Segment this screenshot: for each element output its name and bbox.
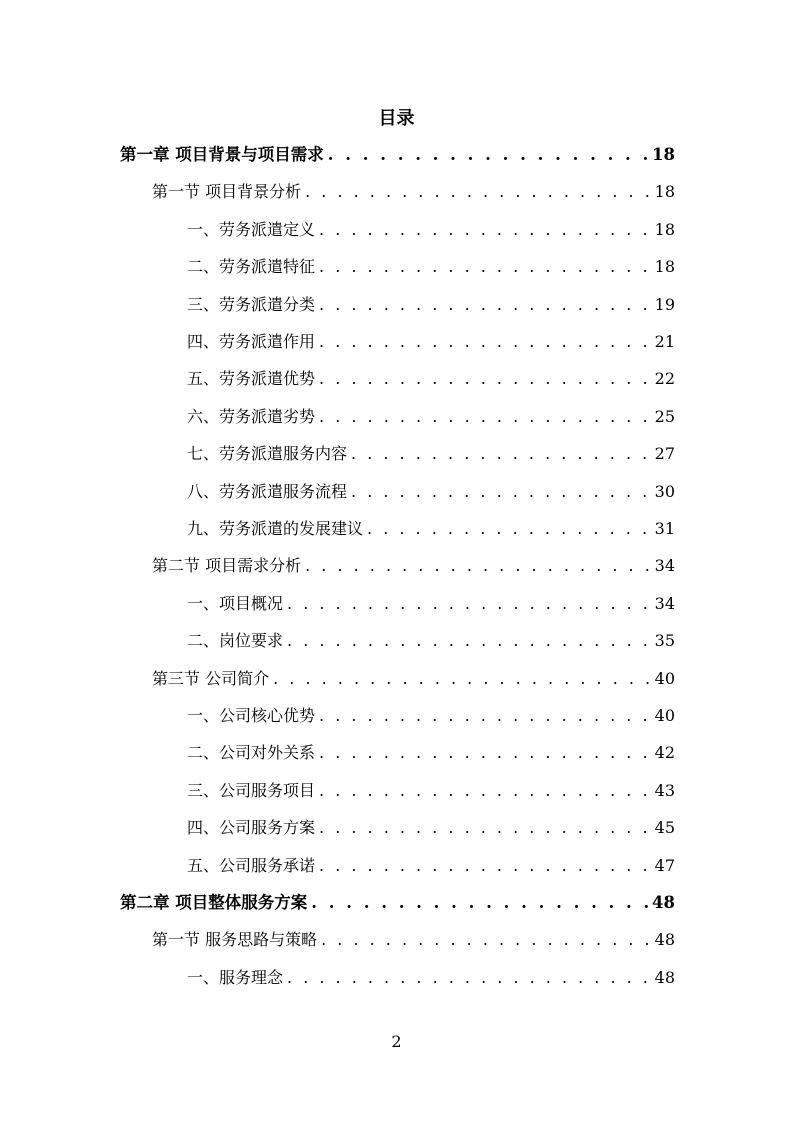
toc-entry[interactable] bbox=[152, 551, 675, 581]
toc-dot-leader bbox=[321, 925, 649, 955]
toc-entry-page-number: 25 bbox=[654, 406, 675, 426]
toc-entry-page-number: 34 bbox=[654, 593, 675, 613]
toc-entry-page-number: 47 bbox=[654, 855, 675, 875]
toc-entry-page-number: 42 bbox=[654, 743, 675, 763]
toc-dot-leader bbox=[367, 514, 649, 544]
toc-entry-page-number: 48 bbox=[654, 930, 675, 950]
toc-entry-page-number: 19 bbox=[654, 294, 675, 314]
toc-dot-leader bbox=[319, 215, 649, 245]
toc-entry-label: 七、劳务派遣服务内容 bbox=[187, 444, 348, 464]
toc-dot-leader bbox=[287, 626, 649, 656]
toc-entry-label: 八、劳务派遣服务流程 bbox=[187, 481, 348, 501]
toc-entry-label: 第一节 项目背景分析 bbox=[152, 182, 302, 202]
toc-entry-label: 二、岗位要求 bbox=[187, 631, 284, 651]
toc-entry[interactable] bbox=[120, 888, 675, 918]
toc-entry-page-number: 22 bbox=[654, 369, 675, 389]
toc-dot-leader bbox=[319, 701, 649, 731]
toc-entry-label: 第一章 项目背景与项目需求 bbox=[120, 145, 324, 164]
toc-entry[interactable] bbox=[187, 738, 675, 768]
toc-entry-label: 一、劳务派遣定义 bbox=[187, 219, 316, 239]
toc-dot-leader bbox=[305, 177, 649, 207]
toc-entry-page-number: 18 bbox=[654, 182, 675, 202]
toc-entry-label: 五、劳务派遣优势 bbox=[187, 369, 316, 389]
toc-entry-label: 一、公司核心优势 bbox=[187, 706, 316, 725]
toc-dot-leader bbox=[319, 364, 649, 394]
toc-entry[interactable] bbox=[187, 364, 675, 394]
toc-entry[interactable] bbox=[187, 851, 675, 881]
toc-entry-page-number: 48 bbox=[652, 893, 675, 912]
toc-entry-page-number: 18 bbox=[654, 219, 675, 239]
toc-entry-label: 三、公司服务项目 bbox=[187, 780, 316, 800]
toc-entry-page-number: 18 bbox=[654, 257, 675, 277]
toc-entry-label: 九、劳务派遣的发展建议 bbox=[187, 519, 364, 538]
toc-dot-leader bbox=[328, 140, 648, 170]
toc-entry[interactable] bbox=[152, 925, 675, 955]
toc-entry-page-number: 43 bbox=[654, 780, 675, 800]
toc-entry[interactable] bbox=[187, 626, 675, 656]
toc-entry[interactable] bbox=[187, 215, 675, 245]
toc-entry[interactable] bbox=[187, 813, 675, 843]
toc-dot-leader bbox=[319, 327, 649, 357]
toc-dot-leader bbox=[351, 477, 649, 507]
toc-entry-page-number: 40 bbox=[654, 668, 675, 688]
toc-entry-page-number: 30 bbox=[654, 481, 675, 501]
toc-dot-leader bbox=[319, 290, 649, 320]
page-number: 2 bbox=[391, 1032, 402, 1051]
toc-dot-leader bbox=[305, 551, 649, 581]
toc-dot-leader bbox=[319, 252, 649, 282]
toc-entry[interactable] bbox=[152, 177, 675, 207]
toc-entry-label: 一、服务理念 bbox=[187, 967, 284, 987]
toc-dot-leader bbox=[273, 664, 649, 694]
toc-dot-leader bbox=[311, 888, 648, 918]
toc-entry-page-number: 40 bbox=[654, 706, 675, 725]
toc-entry-page-number: 21 bbox=[654, 332, 675, 351]
toc-entry-page-number: 45 bbox=[654, 818, 675, 838]
toc-entry[interactable] bbox=[187, 252, 675, 282]
toc-dot-leader bbox=[351, 439, 649, 469]
toc-entry[interactable] bbox=[187, 290, 675, 320]
toc-entry-page-number: 48 bbox=[654, 967, 675, 987]
toc-dot-leader bbox=[287, 589, 649, 619]
toc-entry-label: 二、公司对外关系 bbox=[187, 743, 316, 763]
toc-dot-leader bbox=[319, 776, 649, 806]
toc-title: 目录 bbox=[378, 108, 415, 129]
toc-entry-label: 三、劳务派遣分类 bbox=[187, 294, 316, 314]
toc-entry-page-number: 27 bbox=[654, 444, 675, 464]
toc-dot-leader bbox=[319, 813, 649, 843]
toc-entry[interactable] bbox=[120, 140, 675, 170]
toc-entry-label: 一、项目概况 bbox=[187, 593, 284, 613]
toc-dot-leader bbox=[287, 963, 649, 993]
toc-dot-leader bbox=[319, 402, 649, 432]
toc-entry[interactable] bbox=[187, 477, 675, 507]
toc-entry-label: 四、劳务派遣作用 bbox=[187, 332, 316, 351]
toc-entry-page-number: 18 bbox=[652, 145, 675, 164]
toc-entry-label: 六、劳务派遣劣势 bbox=[187, 406, 316, 426]
toc-entry-label: 第三节 公司简介 bbox=[152, 668, 270, 688]
toc-entry-label: 第一节 服务思路与策略 bbox=[152, 930, 318, 950]
toc-entry[interactable] bbox=[152, 664, 675, 694]
toc-entry[interactable] bbox=[187, 701, 675, 731]
toc-dot-leader bbox=[319, 738, 649, 768]
toc-entry-label: 四、公司服务方案 bbox=[187, 818, 316, 838]
toc-dot-leader bbox=[319, 851, 649, 881]
toc-entry[interactable] bbox=[187, 439, 675, 469]
toc-entry[interactable] bbox=[187, 327, 675, 357]
toc-entry[interactable] bbox=[187, 589, 675, 619]
toc-entry-label: 二、劳务派遣特征 bbox=[187, 257, 316, 277]
toc-entry[interactable] bbox=[187, 402, 675, 432]
toc-entry-page-number: 34 bbox=[654, 556, 675, 576]
toc-entry-page-number: 35 bbox=[654, 631, 675, 651]
toc-entry[interactable] bbox=[187, 963, 675, 993]
toc-entry-label: 第二节 项目需求分析 bbox=[152, 556, 302, 576]
toc-entry-page-number: 31 bbox=[654, 519, 675, 538]
toc-entry-label: 五、公司服务承诺 bbox=[187, 855, 316, 875]
toc-entry-label: 第二章 项目整体服务方案 bbox=[120, 893, 308, 912]
toc-entry[interactable] bbox=[187, 776, 675, 806]
toc-entry[interactable] bbox=[187, 514, 675, 544]
